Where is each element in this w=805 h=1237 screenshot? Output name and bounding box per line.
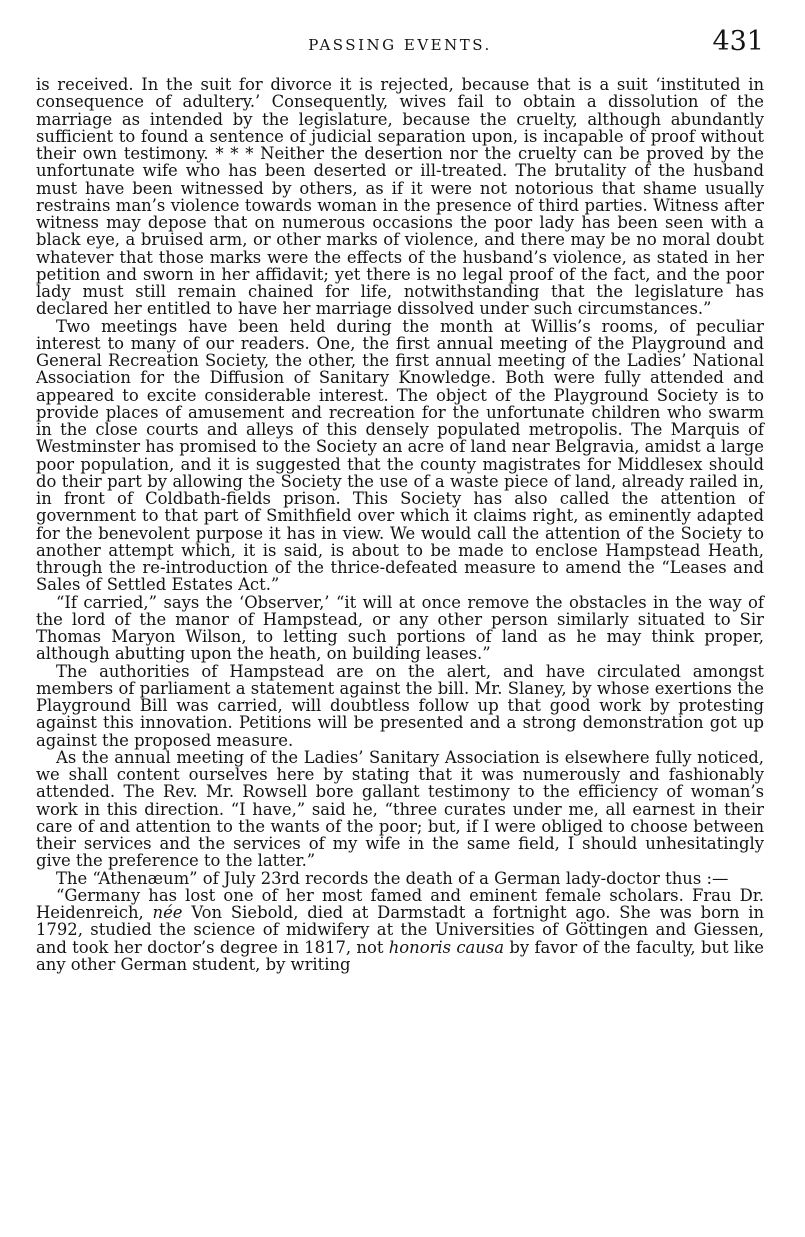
- paragraph-athenaeum-intro: The “Athenæum” of July 23rd records the death of a German lady-doctor thus :—: [56, 868, 729, 888]
- paragraph-willis-meetings: Two meetings have been held during the month at Willis’s rooms, of peculiar interest to many of our readers. One, the first annual meeting of the Playground and General Recreation Society, the other, the first annual meeting of the Ladies’ National Association for the Diffusion of Sanitary Knowledge. Both were fully attended and appeared to excite considerable interest. The object of the Playground Society is to provide places of amusement and recreation for the unfortunate children who swarm in the close courts and alleys of this densely populated metropolis. The Marquis of Westminster has promised to the Society an acre of land near Belgravia, amidst a large poor population, and it is suggested that the county magistrates for Middlesex should do their part by allowing the Society the use of a waste piece of land, already railed in, in front of Coldbath-fields prison. This Society has also called the attention of government to that part of Smithfield over which it claims right, as eminently adapted for the benevolent purpose it has in view. We would call the attention of the Society to another attempt which, it is said, is about to be made to enclose Hampstead Heath, through the re-introduction of the thrice-defeated measure to amend the “Leases and Sales of Settled Estates Act.”: [36, 316, 764, 595]
- paragraph-heidenreich-obituary: [36, 887, 764, 973]
- obituary-text-start: “Germany has lost one of her most famed and eminent female scholars. Frau Dr. Heidenreich,: [36, 885, 764, 922]
- paragraph-divorce-suit: is received. In the suit for divorce it is rejected, because that is a suit ‘instituted in consequence of adultery.’ Consequently, wives fail to obtain a dissolution of the marriage as intended by the legislature, because the cruelty, although abundantly sufficient to found a sentence of judicial separation upon, is incapable of proof without their own testimony. * * * Neither the desertion nor the cruelty can be proved by the unfortunate wife who has been deserted or ill-treated. The brutality of the husband must have been witnessed by others, as if it were not notorious that shame usually restrains man’s violence towards woman in the presence of third parties. Witness after witness may depose that on numerous occasions the poor lady has been seen with a black eye, a bruised arm, or other marks of violence, and there may be no moral doubt whatever that those marks were the effects of the husband’s violence, as stated in her petition and sworn in her affidavit; yet there is no legal proof of the fact, and the poor lady must still remain chained for life, notwithstanding that the legislature has declared her entitled to have her marriage dissolved under such circumstances.”: [36, 75, 764, 319]
- page-header: [36, 26, 764, 62]
- page-number: 431: [712, 26, 764, 57]
- running-head: PASSING EVENTS.: [308, 36, 492, 54]
- obituary-text-end: by favor of the faculty, but like any other German student, by writing: [36, 937, 765, 974]
- paragraph-observer-quote: “If carried,” says the ‘Observer,’ “it will at once remove the obstacles in the way of the lord of the manor of Hampstead, or any other person similarly situated to Sir Thomas Maryon Wilson, to letting such portions of land as he may think proper, although abutting upon the heath, on building leases.”: [36, 592, 764, 664]
- body-text: [36, 76, 764, 973]
- paragraph-sanitary-association: As the annual meeting of the Ladies’ Sanitary Association is elsewhere fully noticed, we shall content ourselves here by stating that it was numerously and fashionably attended. The Rev. Mr. Rowsell bore gallant testimony to the efficiency of woman’s work in this direction. “I have,” said he, “three curates under me, all earnest in their care of and attention to the wants of the poor; but, if I were obliged to choose between their services and the services of my wife in the same field, I should unhesitatingly give the preference to the latter.”: [36, 747, 764, 871]
- paragraph-hampstead-authorities: The authorities of Hampstead are on the alert, and have circulated amongst members of parliament a statement against the bill. Mr. Slaney, by whose exertions the Playground Bill was carried, will doubtless follow up that good work by protesting against this innovation. Petitions will be presented and a strong demonstration got up against the proposed measure.: [36, 661, 764, 750]
- nee-italic: née: [152, 903, 183, 922]
- honoris-causa-italic: honoris causa: [388, 937, 505, 957]
- obituary-text-middle: Von Siebold, died at Darmstadt a fortnight ago. She was born in 1792, studied the science of midwifery at the Universities of Göttingen and Giessen, and took her doctor’s degree in 1817, not: [36, 903, 764, 957]
